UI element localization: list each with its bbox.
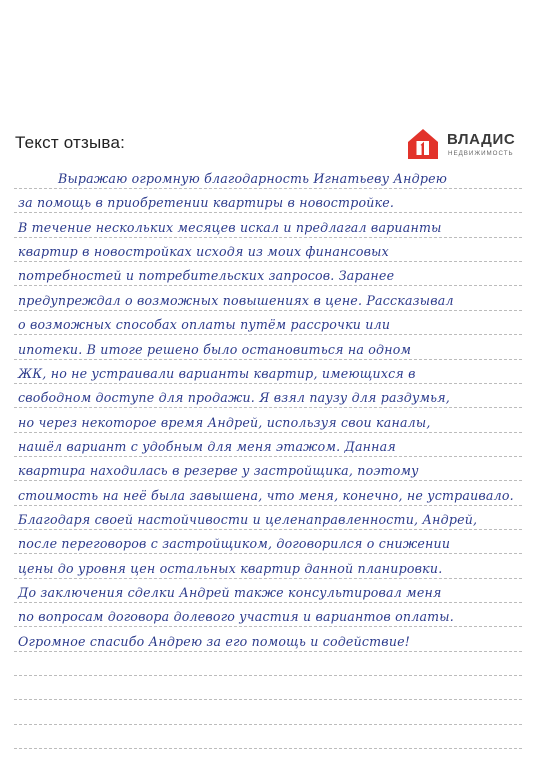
handwritten-line: ЖК, но не устраивали варианты квартир, имеющихся в — [18, 365, 416, 381]
ruled-line — [14, 261, 522, 262]
ruled-line — [14, 529, 522, 530]
handwritten-line: нашёл вариант с удобным для меня этажом. Данная — [18, 438, 396, 454]
ruled-line — [14, 602, 522, 603]
ruled-line — [14, 675, 522, 676]
ruled-line — [14, 553, 522, 554]
handwritten-line: свободном доступе для продажи. Я взял паузу для раздумья, — [18, 390, 450, 406]
ruled-line — [14, 237, 522, 238]
ruled-line — [14, 310, 522, 311]
house-icon — [407, 128, 439, 160]
ruled-line — [14, 578, 522, 579]
handwritten-line: В течение нескольких месяцев искал и предлагал варианты — [18, 219, 442, 235]
handwritten-line: но через некоторое время Андрей, используя свои каналы, — [18, 414, 431, 430]
handwritten-line: потребностей и потребительских запросов. Заранее — [18, 268, 395, 284]
ruled-line — [14, 383, 522, 384]
ruled-line — [14, 456, 522, 457]
ruled-line — [14, 699, 522, 700]
ruled-line — [14, 359, 522, 360]
ruled-line — [14, 651, 522, 652]
handwritten-line: за помощь в приобретении квартиры в новостройке. — [18, 195, 395, 211]
handwritten-line: цены до уровня цен остальных квартир данной планировки. — [18, 560, 443, 576]
ruled-line — [14, 480, 522, 481]
ruled-line — [14, 285, 522, 286]
handwritten-line: квартир в новостройках исходя из моих финансовых — [18, 244, 389, 260]
ruled-line — [14, 626, 522, 627]
handwritten-line: Благодаря своей настойчивости и целенаправленности, Андрей, — [18, 511, 478, 527]
ruled-line — [14, 407, 522, 408]
handwritten-line: о возможных способах оплаты путём рассрочки или — [18, 317, 391, 333]
ruled-line — [14, 724, 522, 725]
ruled-line — [14, 748, 522, 749]
ruled-line — [14, 505, 522, 506]
handwritten-line: предупреждал о возможных повышениях в цене. Рассказывал — [18, 292, 454, 308]
handwritten-line: ипотеки. В итоге решено было остановиться на одном — [18, 341, 412, 357]
handwritten-line: До заключения сделки Андрей также консультировал меня — [18, 585, 442, 600]
ruled-line — [14, 334, 522, 335]
logo-brand-name: ВЛАДИС — [447, 131, 516, 148]
handwritten-line: квартира находилась в резерве у застройщика, поэтому — [18, 463, 419, 479]
handwritten-line: стоимость на неё была завышена, что меня, конечно, не устраивало. — [18, 487, 514, 503]
ruled-line — [14, 432, 522, 433]
review-text-heading: Текст отзыва: — [15, 133, 126, 152]
handwritten-line: Выражаю огромную благодарность Игнатьеву Андрею — [58, 171, 448, 186]
ruled-line — [14, 212, 522, 213]
logo-tagline: НЕДВИЖИМОСТЬ — [448, 150, 514, 157]
ruled-line — [14, 188, 522, 189]
handwritten-line: по вопросам договора долевого участия и вариантов оплаты. — [18, 609, 454, 625]
company-logo — [407, 128, 537, 162]
handwritten-line: Огромное спасибо Андрею за его помощь и содействие! — [18, 633, 411, 649]
handwritten-line: после переговоров с застройщиком, договорился о снижении — [18, 536, 451, 552]
